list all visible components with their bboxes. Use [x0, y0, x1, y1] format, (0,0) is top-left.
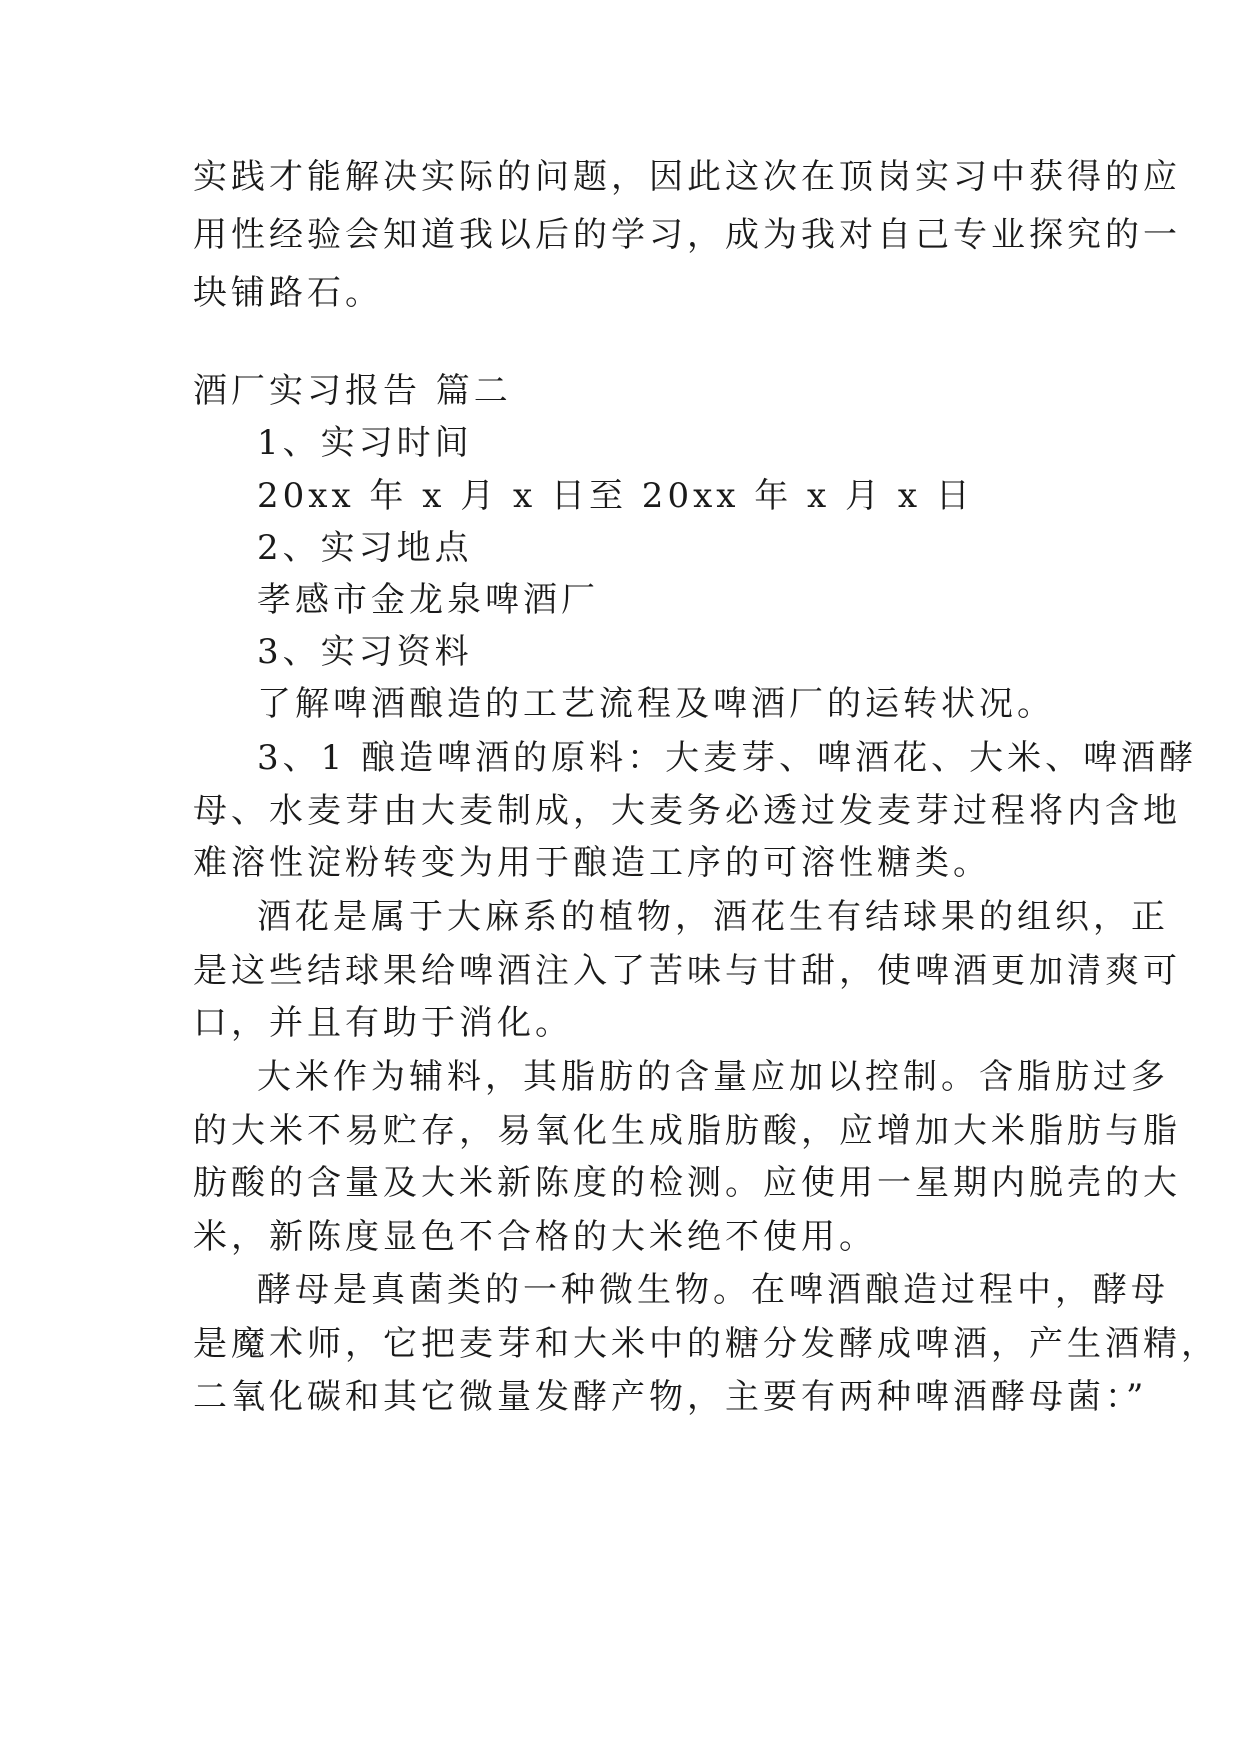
- section-heading: 酒厂实习报告 篇二: [193, 371, 512, 411]
- paragraph-line: 大米作为辅料，其脂肪的含量应加以控制。含脂肪过多: [257, 1057, 1169, 1097]
- item-heading: 1、实习时间: [257, 423, 473, 463]
- paragraph-line: 实践才能解决实际的问题，因此这次在顶岗实习中获得的应: [193, 157, 1181, 197]
- paragraph-line: 3、1 酿造啤酒的原料：大麦芽、啤酒花、大米、啤酒酵: [257, 738, 1198, 778]
- paragraph-line: 块铺路石。: [193, 273, 383, 313]
- paragraph-line: 母、水麦芽由大麦制成，大麦务必透过发麦芽过程将内含地: [193, 791, 1181, 831]
- paragraph-line: 酵母是真菌类的一种微生物。在啤酒酿造过程中，酵母: [257, 1270, 1169, 1310]
- paragraph-line: 口，并且有助于消化。: [193, 1003, 573, 1043]
- paragraph-line: 二氧化碳和其它微量发酵产物，主要有两种啤酒酵母菌：”: [193, 1377, 1148, 1417]
- item-value: 了解啤酒酿造的工艺流程及啤酒厂的运转状况。: [257, 684, 1055, 724]
- item-heading: 2、实习地点: [257, 528, 473, 568]
- paragraph-line: 是魔术师，它把麦芽和大米中的糖分发酵成啤酒，产生酒精，: [193, 1324, 1219, 1364]
- paragraph-line: 的大米不易贮存，易氧化生成脂肪酸，应增加大米脂肪与脂: [193, 1111, 1181, 1151]
- paragraph-line: 酒花是属于大麻系的植物，酒花生有结球果的组织，正: [257, 897, 1169, 937]
- paragraph-line: 难溶性淀粉转变为用于酿造工序的可溶性糖类。: [193, 843, 991, 883]
- paragraph-line: 是这些结球果给啤酒注入了苦味与甘甜，使啤酒更加清爽可: [193, 951, 1181, 991]
- item-value: 孝感市金龙泉啤酒厂: [257, 580, 599, 620]
- paragraph-line: 用性经验会知道我以后的学习，成为我对自己专业探究的一: [193, 215, 1181, 255]
- paragraph-line: 米，新陈度显色不合格的大米绝不使用。: [193, 1217, 877, 1257]
- paragraph-line: 肪酸的含量及大米新陈度的检测。应使用一星期内脱壳的大: [193, 1163, 1181, 1203]
- item-heading: 3、实习资料: [257, 632, 473, 672]
- item-value: 20xx 年 x 月 x 日至 20xx 年 x 月 x 日: [257, 476, 974, 516]
